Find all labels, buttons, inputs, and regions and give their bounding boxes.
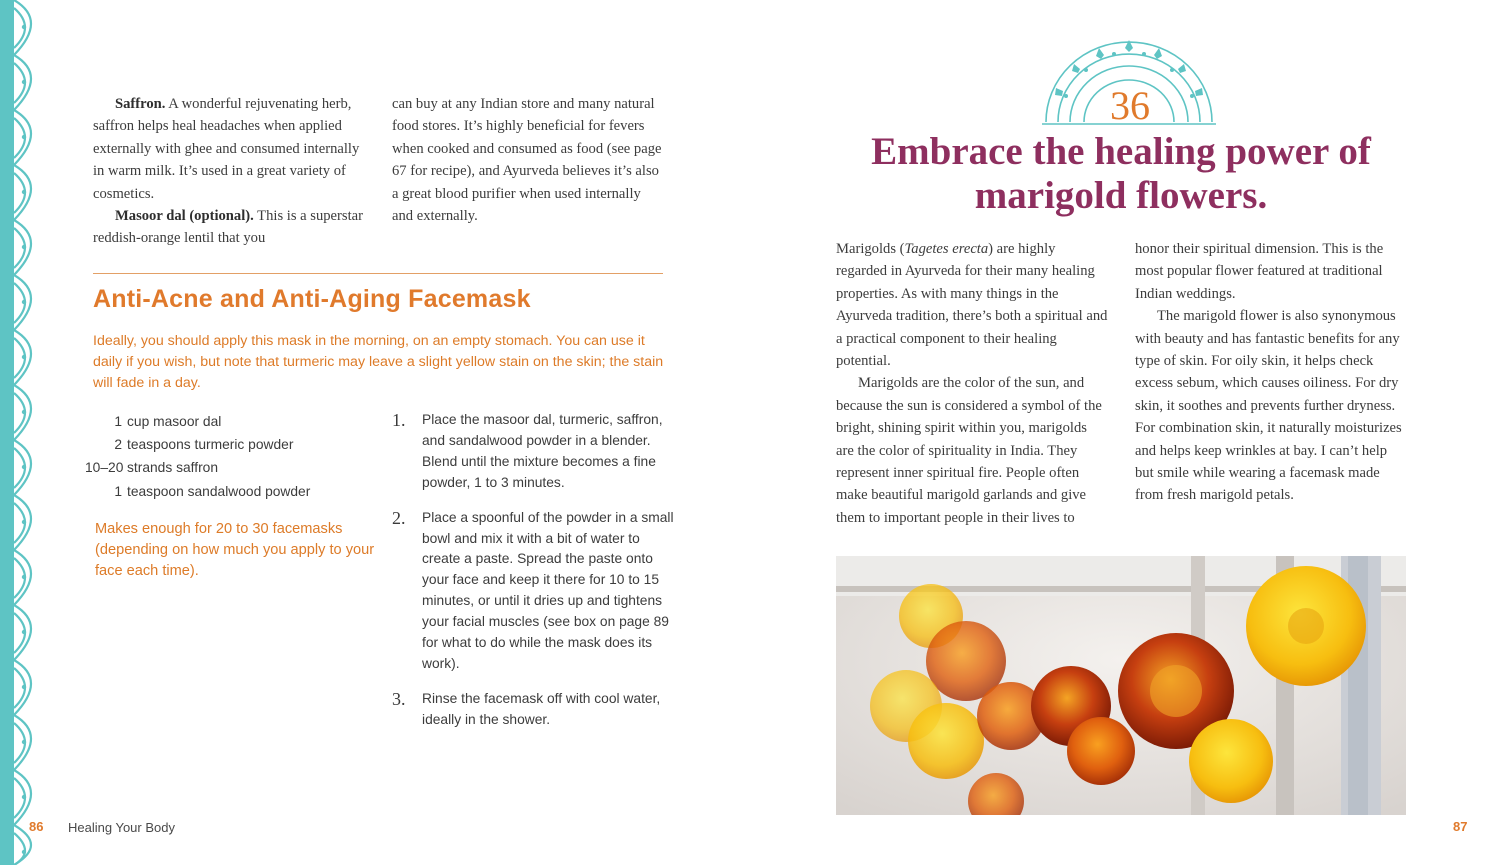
recipe-step [392, 689, 677, 731]
recipe-step [392, 410, 677, 494]
recipe-step [392, 508, 677, 675]
recipe-yield: Makes enough for 20 to 30 facemasks (depending on how much you apply to your face each time). [95, 521, 375, 579]
masoor-dal-paragraph [93, 205, 365, 250]
botanical-name: Tagetes erecta [904, 241, 989, 257]
marigold-text: Marigolds ( [836, 241, 905, 257]
left-column-b [392, 93, 664, 227]
ingredient-quantity: 1 [114, 414, 122, 430]
marigold-weddings-paragraph: honor their spiritual dimension. This is the most popular flower featured at traditional Indian weddings. [1135, 241, 1384, 302]
marigold-text: ) are highly regarded in Ayurveda for their many healing properties. As with many things in the Ayurveda tradition, there’s both a spiritual and a practical component to their healing potential. [836, 241, 1108, 370]
saffron-term: Saffron. [115, 96, 166, 112]
marigold-photo [836, 556, 1406, 815]
ingredient-list [85, 410, 375, 503]
masoor-dal-term: Masoor dal (optional). [115, 208, 254, 225]
ingredient-item [85, 480, 375, 503]
recipe-title: Anti-Acne and Anti-Aging Facemask [93, 285, 531, 313]
masoor-dal-text: This is a superstar reddish-orange lentil that you [93, 208, 363, 247]
page-number-left: 86 [29, 819, 44, 834]
step-number: 2. [392, 507, 406, 528]
right-column-d [1135, 238, 1407, 507]
running-footer: Healing Your Body [68, 820, 175, 835]
ingredient-quantity: 1 [114, 483, 122, 499]
section-divider [93, 273, 663, 274]
recipe-steps [392, 410, 677, 745]
ingredient-text: cup masoor dal [127, 414, 222, 430]
recipe-intro: Ideally, you should apply this mask in the morning, on an empty stomach. You can use it daily if you wish, but note that turmeric may leave a slight yellow stain on the skin; the stain will fade in a day. [93, 333, 664, 391]
ingredient-text: teaspoons turmeric powder [127, 437, 294, 453]
ingredient-item [85, 456, 375, 479]
ingredient-quantity: 10–20 [85, 460, 124, 476]
page-title: Embrace the healing power of marigold flowers. [871, 130, 1371, 217]
step-text: Rinse the facemask off with cool water, ideally in the shower. [422, 690, 661, 727]
step-text: Place the masoor dal, turmeric, saffron, and sandalwood powder in a blender. Blend until the mixture becomes a fine powder, 1 to 3 minutes. [422, 412, 663, 490]
left-column-a [93, 93, 365, 250]
right-column-c [836, 238, 1108, 529]
marigold-skin-paragraph: The marigold flower is also synonymous with beauty and has fantastic benefits for any type of skin. For oily skin, it helps check excess sebum, which causes oiliness. For dry skin, it soothes and prevents further dryness. For combination skin, it naturally moisturizes and helps keep wrinkles at bay. I can’t help but smile while wearing a facemask made from fresh marigold petals. [1135, 308, 1402, 504]
ingredient-item [85, 433, 375, 456]
ingredient-text: strands saffron [127, 460, 219, 476]
step-number: 1. [392, 410, 406, 430]
ingredient-item [85, 410, 375, 433]
ingredient-text: teaspoon sandalwood powder [127, 483, 311, 499]
marigold-sun-paragraph: Marigolds are the color of the sun, and because the sun is considered a symbol of the bright, shining spirit within you, marigolds are the color of spirituality in India. They represent inner spiritual fire. People often make beautiful marigold garlands and give them to important people in their lives to [836, 375, 1102, 526]
step-text: Place a spoonful of the powder in a small bowl and mix it with a bit of water to create a paste. Spread the paste onto your face and keep it there for 10 to 15 minutes, or until it dries up and tightens your facial muscles (see box on page 89 for what to do while the mask does its work). [422, 509, 674, 671]
marigold-intro-paragraph [836, 238, 1108, 372]
ingredient-quantity: 2 [114, 437, 122, 453]
saffron-text: A wonderful rejuvenating herb, saffron helps heal headaches when applied externally with ghee and consumed internally in warm milk. It’s used in a great variety of cosmetics. [93, 96, 360, 202]
step-number: 3. [392, 688, 406, 709]
saffron-paragraph [93, 93, 365, 205]
page-number-right: 87 [1453, 819, 1468, 834]
henna-border-ornament [0, 0, 56, 865]
masoor-dal-continued: can buy at any Indian store and many natural food stores. It’s highly beneficial for fevers when cooked and consumed as food (see page 67 for recipe), and Ayurveda believes it’s also a great blood purifier when used internally and externally. [392, 96, 662, 225]
entry-number: 36 [1110, 83, 1150, 128]
